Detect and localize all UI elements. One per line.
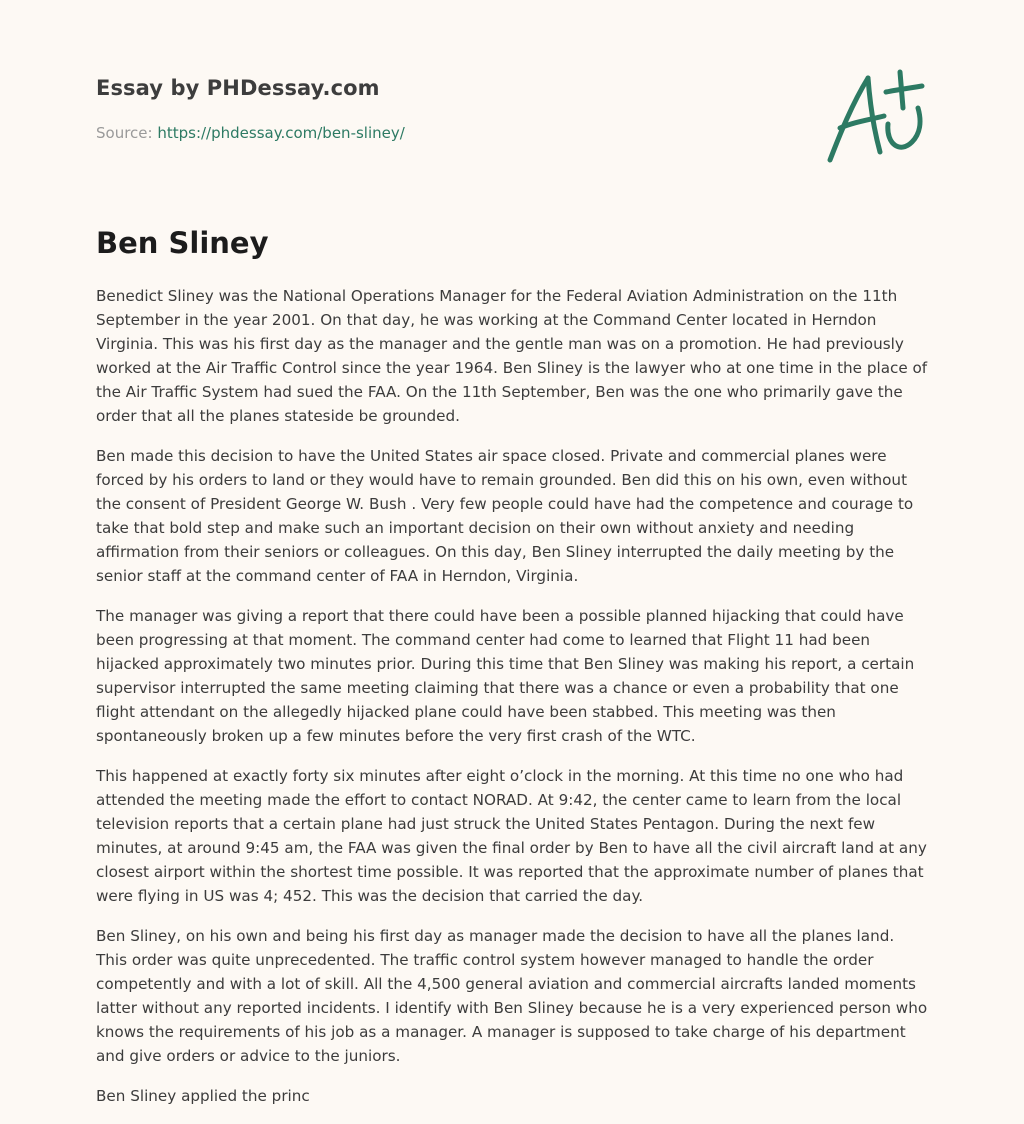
paragraph: Benedict Sliney was the National Operations Manager for the Federal Aviation Administration on the 11th September in the year 2001. On that day, he was working at the Command Center located in Herndon Virginia. This was his first day as the manager and the gentle man was on a promotion. He had previously worked at the Air Traffic Control since the year 1964. Ben Sliney is the lawyer who at one time in the place of the Air Traffic System had sued the FAA. On the 11th September, Ben was the one who primarily gave the order that all the planes stateside be grounded. <box>96 287 928 425</box>
essay-body <box>96 284 928 1124</box>
paragraph: Ben Sliney, on his own and being his first day as manager made the decision to have all the planes land. This order was quite unprecedented. The traffic control system however managed to handle the order competently and with a lot of skill. All the 4,500 general aviation and commercial aircrafts landed moments latter without any reported incidents. I identify with Ben Sliney because he is a very experienced person who knows the requirements of his job as a manager. A manager is supposed to take charge of his department and give orders or advice to the juniors. <box>96 927 928 1065</box>
source-link[interactable]: https://phdessay.com/ben-sliney/ <box>157 124 405 142</box>
paragraph: This happened at exactly forty six minutes after eight o’clock in the morning. At this time no one who had attended the meeting made the effort to contact NORAD. At 9:42, the center came to learn from the local television reports that a certain plane had just struck the United States Pentagon. During the next few minutes, at around 9:45 am, the FAA was given the final order by Ben to have all the civil aircraft land at any closest airport within the shortest time possible. It was reported that the approximate number of planes that were flying in US was 4; 452. This was the decision that carried the day. <box>96 767 927 905</box>
source-label: Source: <box>96 124 158 142</box>
paragraph: The manager was giving a report that there could have been a possible planned hijacking that could have been progressing at that moment. The command center had come to learned that Flight 11 had been hijacked approximately two minutes prior. During this time that Ben Sliney was making his report, a certain supervisor interrupted the same meeting claiming that there was a chance or even a probability that one flight attendant on the allegedly hijacked plane could have been stabbed. This meeting was then spontaneously broken up a few minutes before the very first crash of the WTC. <box>96 607 915 745</box>
paragraph: Ben Sliney applied the princ <box>96 1087 310 1105</box>
site-brand-title: Essay by PHDessay.com <box>96 76 380 100</box>
paragraph: Ben made this decision to have the United States air space closed. Private and commercial planes were forced by his orders to land or they would have to remain grounded. Ben did this on his own, even without the consent of President George W. Bush . Very few people could have had the competence and courage to take that bold step and make such an important decision on their own without anxiety and needing affirmation from their seniors or colleagues. On this day, Ben Sliney interrupted the daily meeting by the senior staff at the command center of FAA in Herndon, Virginia. <box>96 447 914 585</box>
a-plus-logo-icon <box>818 64 930 168</box>
essay-title: Ben Sliney <box>96 226 269 260</box>
source-line <box>96 124 405 142</box>
